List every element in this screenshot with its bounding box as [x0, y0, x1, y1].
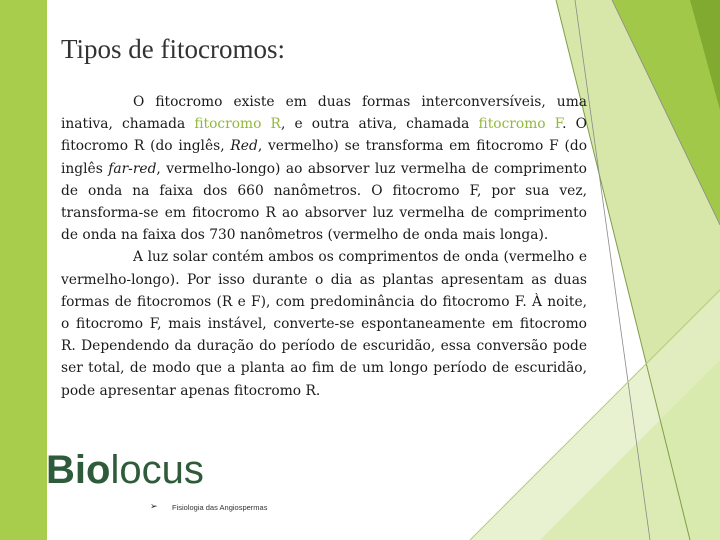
paragraph-1: [61, 91, 587, 246]
footer-text: Fisiologia das Angiospermas: [172, 503, 268, 512]
paragraph-1-part: . O fitocromo R (do inglês,: [61, 116, 587, 155]
arrow-bullet-icon: ➢: [150, 502, 158, 512]
slide-title: Tipos de fitocromos:: [61, 34, 286, 64]
italic-red: Red: [230, 138, 258, 155]
logo-part-bio: Bio: [46, 448, 111, 492]
paragraph-1-part: O fitocromo existe em duas formas interconversíveis, uma inativa, chamada: [61, 94, 587, 133]
logo-part-locus: locus: [110, 448, 204, 492]
body-text: [61, 91, 587, 402]
italic-far-red: far-red: [108, 160, 157, 177]
paragraph-1-part: , vermelho-longo) ao absorver luz vermelha de comprimento de onda na faixa dos 660 nanômetros. O fitocromo F, por sua vez, transforma-se em fitocromo R ao absorver luz vermelha de comprimento de onda na faixa dos 730 nanômetros (vermelho de onda mais longa).: [61, 160, 587, 244]
paragraph-2: A luz solar contém ambos os comprimentos de onda (vermelho e vermelho-longo). Por isso durante o dia as plantas apresentam as duas formas de fitocromos (R e F), com predominância do fitocromo F. À noite, o fitocromo F, mais instável, converte-se espontaneamente em fitocromo R. Dependendo da duração do período de escuridão, essa conversão pode ser total, de modo que a planta ao fim de um longo período de escuridão, pode apresentar apenas fitocromo R.: [61, 249, 587, 399]
highlight-fitocromo-f: fitocromo F: [478, 116, 563, 133]
highlight-fitocromo-r: fitocromo R: [194, 116, 281, 133]
paragraph-1-part: , e outra ativa, chamada: [280, 116, 479, 133]
paragraph-1-part: , vermelho) se transforma em fitocromo F (do inglês: [61, 138, 587, 177]
biolocus-logo: [46, 447, 204, 493]
